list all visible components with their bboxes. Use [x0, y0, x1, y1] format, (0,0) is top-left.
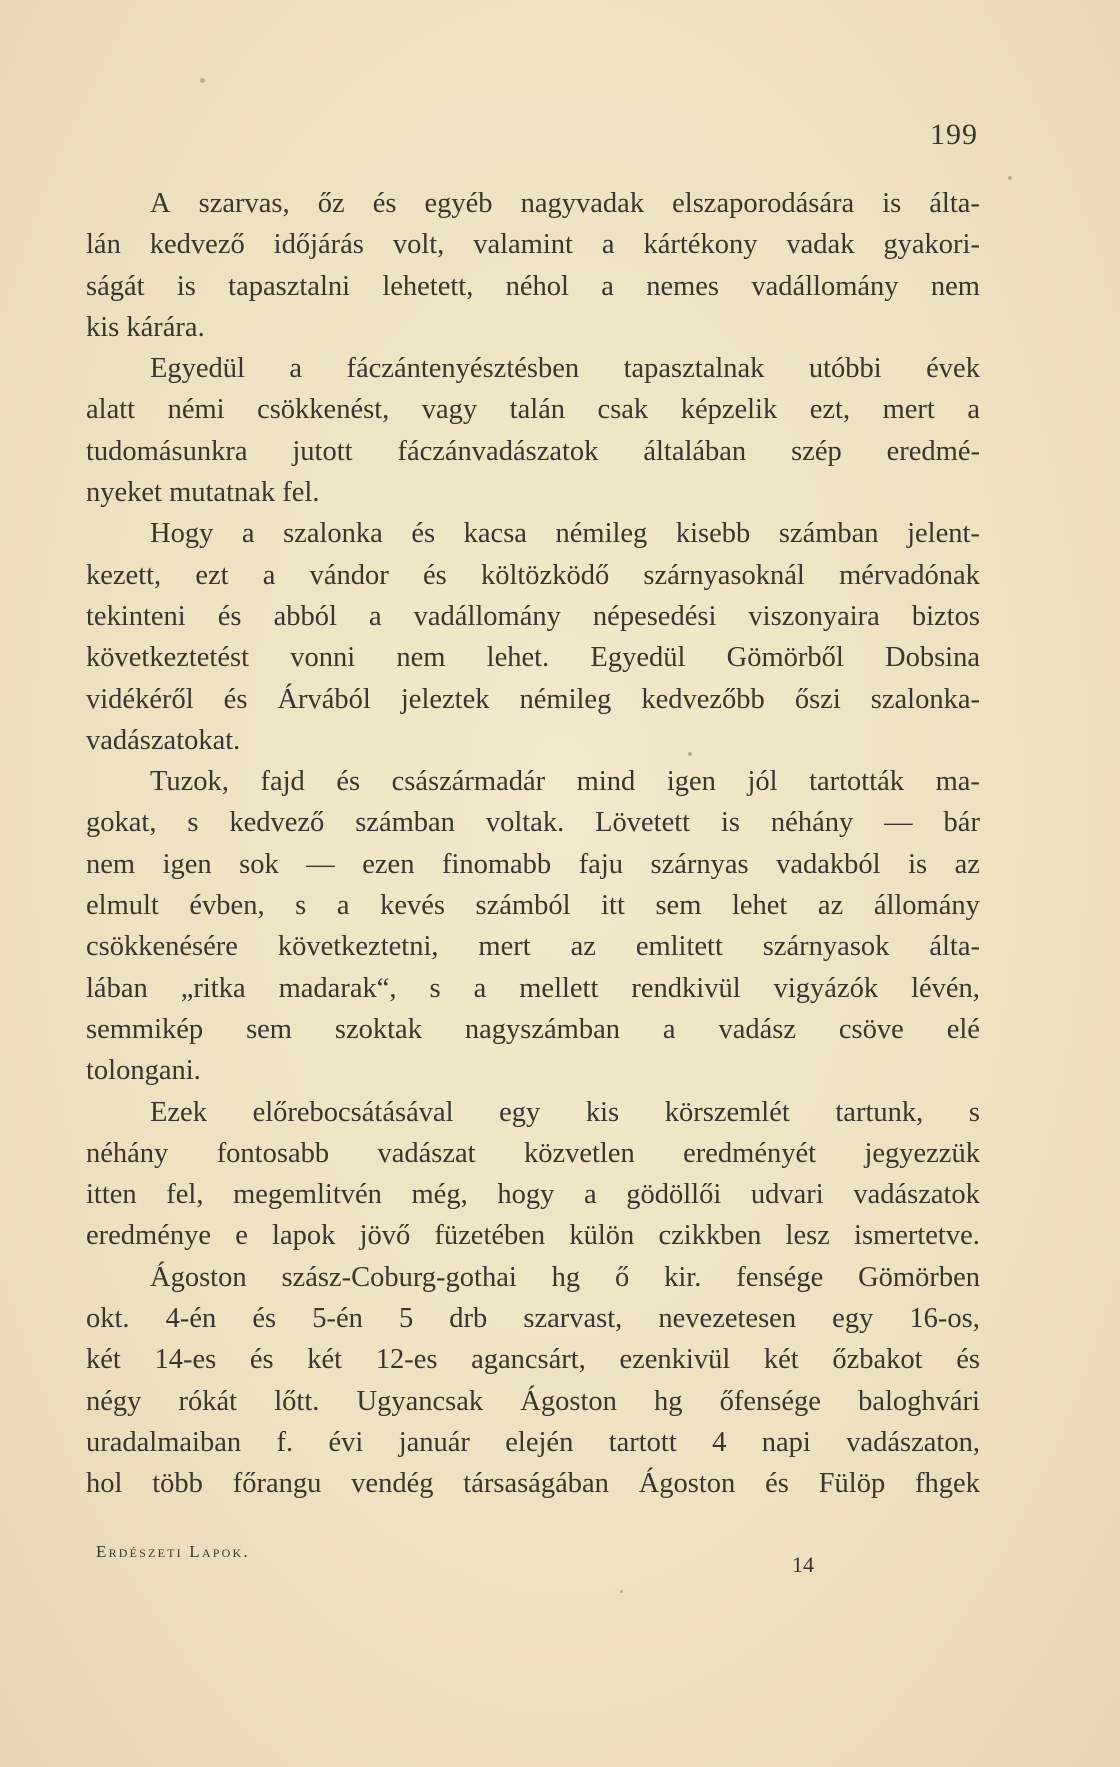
- word: s: [295, 890, 307, 922]
- word: gödöllői: [626, 1179, 722, 1211]
- word: nem: [930, 270, 980, 302]
- text-line: [86, 885, 980, 926]
- text-line: [86, 1257, 980, 1298]
- word: nyeket: [86, 477, 170, 509]
- word: baloghvári: [858, 1385, 980, 1417]
- word: mérvadónak: [839, 559, 980, 591]
- word: jegyezzük: [864, 1137, 980, 1169]
- word: vándor: [309, 559, 389, 591]
- text-line: [86, 1050, 980, 1091]
- word: nem: [86, 848, 136, 880]
- word: ezt: [195, 559, 229, 591]
- word: gokat,: [86, 807, 157, 839]
- paper-speck: [688, 752, 692, 756]
- word: abból: [273, 600, 337, 632]
- word: elé: [946, 1013, 980, 1045]
- word: szalonka: [283, 518, 383, 550]
- word: f.: [276, 1426, 294, 1458]
- word: fáczántenyésztésben: [346, 353, 580, 385]
- word: szárnyasok: [762, 931, 890, 963]
- word: nagyvadak: [520, 188, 645, 219]
- word: is: [176, 270, 196, 302]
- word: álta-: [929, 188, 980, 219]
- word: uradalmaiban: [86, 1426, 242, 1458]
- text-line: [86, 513, 980, 554]
- word: igen: [666, 766, 716, 798]
- word: évben,: [189, 890, 265, 922]
- word: rendkivül: [631, 972, 741, 1004]
- word: némileg: [519, 683, 612, 715]
- word: január: [398, 1426, 470, 1458]
- word: az: [570, 931, 596, 963]
- word: lehetett,: [382, 270, 474, 302]
- word: viszonyaira: [748, 600, 880, 632]
- word: számban: [778, 518, 879, 550]
- word: igen: [162, 848, 212, 880]
- word: czikkben: [658, 1220, 762, 1252]
- word: s: [429, 972, 441, 1004]
- text-line: [86, 844, 980, 885]
- word: kárára.: [126, 311, 205, 343]
- word: némi: [167, 394, 225, 426]
- word: okt.: [86, 1303, 130, 1335]
- word: több: [152, 1468, 203, 1500]
- word: vagy: [421, 394, 478, 426]
- word: őszi: [794, 683, 841, 715]
- word: eredmé-: [886, 435, 980, 467]
- word: valamint: [473, 229, 573, 261]
- word: tartunk,: [835, 1096, 924, 1128]
- word: fhgek: [915, 1468, 980, 1500]
- word: egy: [832, 1303, 874, 1335]
- word: ő: [615, 1261, 630, 1293]
- word: sem: [655, 890, 702, 922]
- word: nevezetesen: [658, 1303, 797, 1335]
- word: a: [262, 559, 276, 591]
- word: 12-es: [375, 1344, 438, 1376]
- word: vidékéről: [86, 683, 194, 715]
- word: vadászatokat.: [86, 724, 241, 756]
- word: néhol: [505, 270, 569, 302]
- word: ezt,: [809, 394, 851, 426]
- word: gyakori-: [883, 229, 980, 261]
- word: és: [423, 559, 447, 591]
- word: népesedési: [592, 600, 717, 632]
- word: kedvezőbb: [641, 683, 765, 715]
- word: udvari: [750, 1179, 824, 1211]
- text-line: [86, 596, 980, 637]
- word: évi: [328, 1426, 364, 1458]
- word: általában: [643, 435, 747, 467]
- word: számban: [355, 807, 455, 839]
- word: s: [187, 807, 199, 839]
- word: vadállomány: [413, 600, 561, 632]
- word: kis: [585, 1096, 620, 1128]
- word: biztos: [911, 600, 980, 632]
- word: Egyedül: [150, 353, 245, 385]
- word: számból: [475, 890, 571, 922]
- word: drb: [449, 1303, 488, 1335]
- text-line: [86, 1215, 980, 1256]
- word: Ezek: [150, 1096, 207, 1128]
- text-line: [86, 472, 980, 513]
- word: fensége: [736, 1261, 824, 1293]
- word: jeleztek: [400, 683, 490, 715]
- word: hol: [86, 1468, 123, 1500]
- word: elmult: [86, 890, 159, 922]
- body-text: [86, 183, 980, 1505]
- text-line: [86, 266, 980, 307]
- word: kártékony: [643, 229, 758, 261]
- word: jelent-: [907, 518, 980, 550]
- word: a: [967, 394, 980, 426]
- word: voltak.: [485, 807, 565, 839]
- word: Gömörben: [858, 1261, 980, 1293]
- word: megemlitvén: [233, 1179, 382, 1211]
- word: szász-Coburg-gothai: [281, 1261, 517, 1293]
- word: lán: [86, 229, 121, 261]
- word: füzetében: [434, 1220, 546, 1252]
- word: és: [252, 1303, 277, 1335]
- word: eredménye: [86, 1220, 212, 1252]
- word: évek: [926, 353, 980, 385]
- text-line: [86, 1422, 980, 1463]
- page-number: 199: [930, 118, 978, 151]
- word: itt: [601, 890, 625, 922]
- word: lehet.: [486, 642, 550, 674]
- text-line: [86, 307, 980, 348]
- word: és: [411, 518, 436, 550]
- word: madarak“,: [278, 972, 397, 1004]
- text-line: [86, 637, 980, 678]
- word: kezett,: [86, 559, 162, 591]
- word: tartott: [608, 1426, 677, 1458]
- word: mind: [576, 766, 636, 798]
- text-line: [86, 926, 980, 967]
- word: itten: [86, 1179, 137, 1211]
- word: nem: [396, 642, 446, 674]
- word: talán: [509, 394, 566, 426]
- word: e: [235, 1220, 248, 1252]
- word: kedvező: [149, 229, 245, 261]
- word: lesz: [785, 1220, 830, 1252]
- word: fontosabb: [216, 1137, 330, 1169]
- word: 5-én: [312, 1303, 363, 1335]
- word: nagyszámban: [464, 1013, 620, 1045]
- word: kis: [86, 311, 127, 343]
- text-line: [86, 389, 980, 430]
- word: őfensége: [719, 1385, 821, 1417]
- word: a: [583, 1179, 597, 1211]
- word: mert: [882, 394, 935, 426]
- text-line: [86, 761, 980, 802]
- word: Lövetett: [595, 807, 691, 839]
- word: időjárás: [273, 229, 364, 261]
- text-line: [86, 1381, 980, 1422]
- word: bár: [943, 807, 980, 839]
- text-line: [86, 720, 980, 761]
- word: álta-: [929, 931, 980, 963]
- word: lőtt.: [274, 1385, 320, 1417]
- word: a: [601, 229, 615, 261]
- word: szarvast,: [523, 1303, 623, 1335]
- word: közvetlen: [523, 1137, 635, 1169]
- word: mellett: [519, 972, 599, 1004]
- word: utóbbi: [808, 353, 882, 385]
- word: vadak: [786, 229, 855, 261]
- word: is: [908, 848, 928, 880]
- word: hg: [654, 1385, 683, 1417]
- word: 5: [398, 1303, 414, 1335]
- word: Hogy: [150, 518, 214, 550]
- text-line: [86, 1092, 980, 1133]
- word: Gömörből: [726, 642, 844, 674]
- word: szárnyas: [650, 848, 749, 880]
- word: Ugyancsak: [356, 1385, 484, 1417]
- word: Dobsina: [885, 642, 980, 674]
- word: és: [956, 1344, 980, 1376]
- paper-speck: [1008, 176, 1012, 180]
- word: vadállomány: [751, 270, 899, 302]
- text-line: [86, 802, 980, 843]
- word: némileg: [555, 518, 648, 550]
- word: hogy: [497, 1179, 555, 1211]
- word: csak: [597, 394, 649, 426]
- word: semmikép: [86, 1013, 204, 1045]
- word: és: [249, 1344, 274, 1376]
- word: szarvas,: [198, 188, 290, 219]
- word: Fülöp: [818, 1468, 886, 1500]
- word: vadász: [718, 1013, 796, 1045]
- word: „ritka: [180, 972, 246, 1004]
- word: körszemlét: [664, 1096, 790, 1128]
- word: főrangu: [232, 1468, 322, 1500]
- word: jövő: [359, 1220, 411, 1252]
- word: még,: [411, 1179, 468, 1211]
- word: szalonka-: [870, 683, 980, 715]
- word: kir.: [664, 1261, 702, 1293]
- word: vadászatok: [853, 1179, 980, 1211]
- word: —: [306, 848, 335, 880]
- running-footer-journal-title: Erdészeti Lapok.: [96, 1542, 250, 1561]
- text-line: [86, 679, 980, 720]
- word: vonni: [290, 642, 356, 674]
- word: faju: [578, 848, 623, 880]
- word: a: [368, 600, 382, 632]
- word: fajd: [260, 766, 305, 798]
- word: egyéb: [424, 188, 493, 219]
- word: állomány: [873, 890, 980, 922]
- word: kevés: [380, 890, 445, 922]
- word: vadakból: [776, 848, 881, 880]
- word: szárnyasoknál: [643, 559, 805, 591]
- word: napi: [761, 1426, 811, 1458]
- word: lapok: [272, 1220, 336, 1252]
- word: mert: [478, 931, 531, 963]
- word: egy: [499, 1096, 541, 1128]
- word: két: [307, 1344, 343, 1376]
- word: négy: [86, 1385, 142, 1417]
- word: ma-: [935, 766, 980, 798]
- word: nemes: [646, 270, 720, 302]
- word: 14-es: [154, 1344, 217, 1376]
- word: néhány: [86, 1137, 169, 1169]
- word: sem: [246, 1013, 292, 1045]
- word: sok: [239, 848, 279, 880]
- word: ságát: [86, 270, 145, 302]
- word: eredményét: [683, 1137, 817, 1169]
- word: hg: [551, 1261, 581, 1293]
- paper-speck: [200, 78, 205, 83]
- word: Egyedül: [590, 642, 686, 674]
- word: két: [763, 1344, 799, 1376]
- text-line: [86, 431, 980, 472]
- word: 16-os,: [909, 1303, 980, 1335]
- word: A: [150, 188, 171, 219]
- word: is: [882, 188, 902, 219]
- word: mutatnak: [169, 477, 283, 509]
- word: 4: [712, 1426, 727, 1458]
- word: finomabb: [441, 848, 552, 880]
- word: és: [223, 683, 248, 715]
- word: tartották: [809, 766, 905, 798]
- word: is: [721, 807, 741, 839]
- word: Ágoston: [150, 1261, 247, 1293]
- word: lehet: [731, 890, 788, 922]
- word: Ágoston: [638, 1468, 736, 1500]
- word: a: [241, 518, 255, 550]
- word: volt,: [392, 229, 445, 261]
- word: elszaporodására: [672, 188, 855, 219]
- paper-speck: [620, 1590, 623, 1593]
- word: Árvából: [277, 683, 371, 715]
- word: költözködő: [480, 559, 610, 591]
- word: Ágoston: [520, 1385, 617, 1417]
- word: kacsa: [463, 518, 527, 550]
- word: tapasztalni: [228, 270, 351, 302]
- text-line: [86, 968, 980, 1009]
- word: ismertetve.: [854, 1220, 980, 1252]
- word: őz: [317, 188, 345, 219]
- word: rókát: [178, 1385, 238, 1417]
- word: a: [336, 890, 350, 922]
- printer-signature-mark: 14: [792, 1552, 814, 1577]
- text-line: [86, 1174, 980, 1215]
- text-line: [86, 1298, 980, 1339]
- word: a: [289, 353, 303, 385]
- text-line: [86, 224, 980, 265]
- word: elején: [505, 1426, 574, 1458]
- text-line: [86, 555, 980, 596]
- word: tekinteni: [86, 600, 186, 632]
- word: Tuzok,: [150, 766, 229, 798]
- word: fel,: [166, 1179, 204, 1211]
- word: lában: [86, 972, 148, 1004]
- word: vigyázók: [773, 972, 879, 1004]
- text-line: [86, 348, 980, 389]
- word: emlitett: [635, 931, 723, 963]
- word: előrebocsátásával: [252, 1096, 454, 1128]
- word: fáczánvadászatok: [397, 435, 599, 467]
- text-line: [86, 1009, 980, 1050]
- word: és: [217, 600, 242, 632]
- text-line: [86, 1463, 980, 1504]
- word: 4-én: [165, 1303, 217, 1335]
- word: következtetni,: [277, 931, 439, 963]
- word: társaságában: [463, 1468, 609, 1500]
- word: ezenkivül: [619, 1344, 731, 1376]
- word: tudomásunkra: [86, 435, 248, 467]
- word: a: [662, 1013, 676, 1045]
- word: és: [765, 1468, 789, 1500]
- word: tapasztalnak: [623, 353, 765, 385]
- text-line: [86, 183, 980, 224]
- word: csöve: [838, 1013, 904, 1045]
- word: külön: [569, 1220, 635, 1252]
- word: szoktak: [334, 1013, 422, 1045]
- word: szép: [791, 435, 842, 467]
- word: a: [473, 972, 487, 1004]
- word: lévén,: [911, 972, 980, 1004]
- word: —: [884, 807, 913, 839]
- word: őzbakot: [832, 1344, 923, 1376]
- word: kisebb: [675, 518, 751, 550]
- word: képzelik: [680, 394, 778, 426]
- word: ezen: [362, 848, 415, 880]
- word: néhány: [770, 807, 854, 839]
- word: kedvező: [229, 807, 325, 839]
- word: az: [817, 890, 844, 922]
- word: csökkenést,: [257, 394, 390, 426]
- word: alatt: [86, 394, 136, 426]
- word: fel.: [282, 477, 320, 509]
- word: császármadár: [391, 766, 546, 798]
- word: csökkenésére: [86, 931, 238, 963]
- word: és: [372, 188, 397, 219]
- word: vadászat: [377, 1137, 476, 1169]
- word: agancsárt,: [471, 1344, 586, 1376]
- word: vendég: [351, 1468, 434, 1500]
- word: s: [968, 1096, 980, 1128]
- word: vadászaton,: [846, 1426, 980, 1458]
- word: két: [86, 1344, 121, 1376]
- word: és: [336, 766, 361, 798]
- text-line: [86, 1339, 980, 1380]
- word: jól: [747, 766, 778, 798]
- word: az: [954, 848, 980, 880]
- word: tolongani.: [86, 1055, 201, 1087]
- word: a: [601, 270, 614, 302]
- text-line: [86, 1133, 980, 1174]
- word: következtetést: [86, 642, 250, 674]
- word: jutott: [292, 435, 353, 467]
